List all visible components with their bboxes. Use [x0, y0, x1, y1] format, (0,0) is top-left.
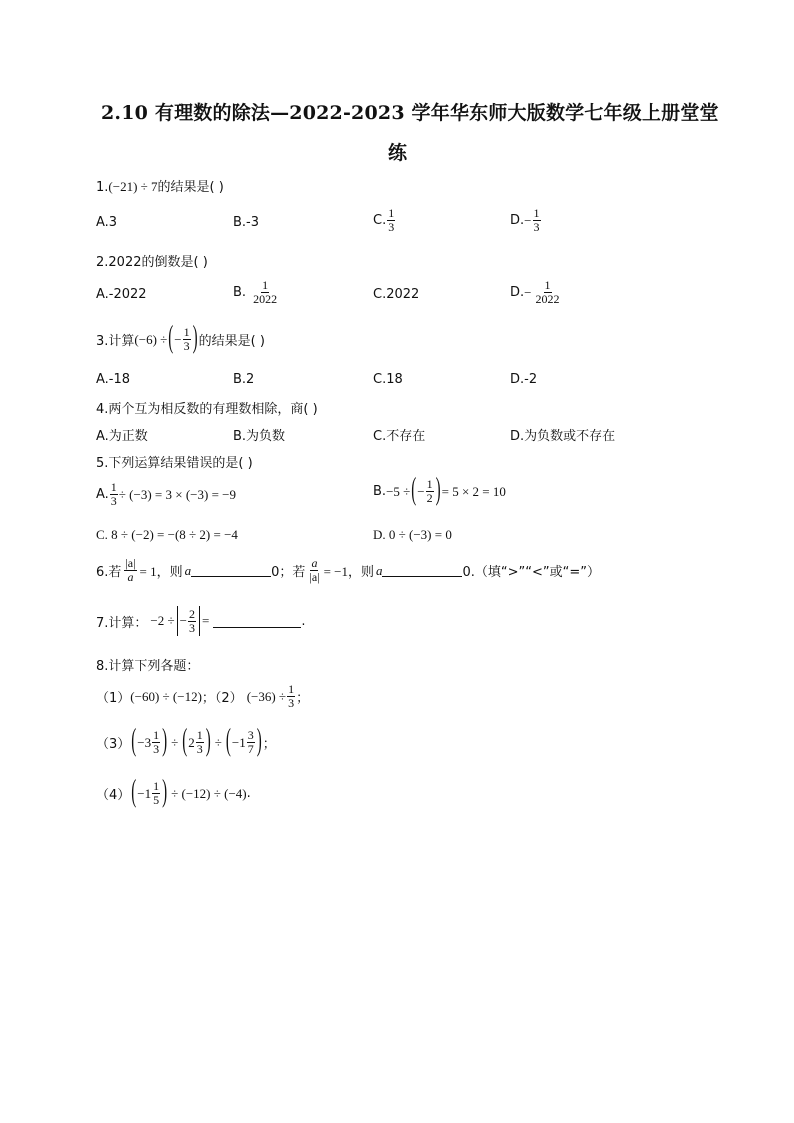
answer-blank[interactable] — [191, 564, 271, 577]
fraction: $\frac{|a|}{a}$ — [125, 556, 136, 584]
q2-option-c[interactable]: C.2022 — [373, 287, 420, 302]
q5-option-c[interactable]: C. 8 ÷ (−2) = −(8 ÷ 2) = −4 — [96, 527, 238, 542]
fraction: $\frac{1}{3}$ — [533, 206, 540, 234]
question-3-stem: 3.计算 (−6) ÷ ( − $\frac{1}{3}$ ) 的结果是( ) — [96, 321, 265, 356]
question-2-stem: 2.2022的倒数是( ) — [96, 255, 208, 270]
q2-option-b[interactable]: B. $\frac{1}{2022}$ — [233, 278, 278, 306]
q1-option-b[interactable]: B.-3 — [233, 215, 260, 230]
q1-option-c[interactable]: C. $\frac{1}{3}$ — [373, 206, 395, 234]
q4-option-a[interactable]: A.为正数 — [96, 429, 148, 444]
question-6: 6.若 $\frac{|a|}{a}$ = 1，则 a 0；若 $\frac{a}{|a|}$ = −1，则 a 0.（填“>”“<”或“=”） — [96, 556, 600, 584]
answer-blank[interactable] — [382, 564, 462, 577]
question-8-stem: 8.计算下列各题： — [96, 659, 200, 674]
fraction: $\frac{1}{3}$ — [288, 682, 295, 710]
q1-option-a[interactable]: A.3 — [96, 215, 118, 230]
fraction: $\frac{1}{3}$ — [110, 480, 117, 508]
q3-option-b[interactable]: B.2 — [233, 372, 255, 387]
q8-part-4: （4） ( −1 $\frac{1}{5}$ ) ÷ (−12) ÷ (−4) . — [96, 775, 251, 810]
fraction: $\frac{3}{7}$ — [247, 728, 254, 756]
q4-option-b[interactable]: B.为负数 — [233, 429, 286, 444]
q4-option-d[interactable]: D.为负数或不存在 — [510, 429, 616, 444]
q5-option-b[interactable]: B. −5 ÷ ( − $\frac{1}{2}$ ) = 5 × 2 = 10 — [373, 473, 506, 508]
fraction: $\frac{1}{2022}$ — [253, 278, 278, 306]
question-4-stem: 4.两个互为相反数的有理数相除，商( ) — [96, 402, 318, 417]
q2-option-d[interactable]: D. − $\frac{1}{2022}$ — [510, 278, 560, 306]
q2-option-a[interactable]: A.-2022 — [96, 287, 147, 302]
question-5-stem: 5.下列运算结果错误的是( ) — [96, 456, 253, 471]
q3-option-a[interactable]: A.-18 — [96, 372, 131, 387]
answer-blank[interactable] — [213, 615, 301, 628]
fraction: $\frac{1}{2022}$ — [535, 278, 560, 306]
fraction: $\frac{1}{3}$ — [388, 206, 395, 234]
fraction: $\frac{1}{5}$ — [153, 779, 160, 807]
q8-part-3: （3） ( −3 $\frac{1}{3}$ ) ÷ ( 2 $\frac{1}{3}$ ) ÷ ( −1 $\frac{3}{7}$ ) ； — [96, 724, 276, 759]
q5-option-d[interactable]: D. 0 ÷ (−3) = 0 — [373, 527, 452, 542]
page-title: 2.10 有理数的除法—2022-2023 学年华东师大版数学七年级上册堂堂 — [101, 102, 719, 124]
fraction: $\frac{1}{2}$ — [426, 477, 433, 505]
q1-option-d[interactable]: D. − $\frac{1}{3}$ — [510, 206, 540, 234]
question-1-stem: 1.(−21) ÷ 7的结果是( ) — [96, 179, 224, 195]
q5-option-a[interactable]: A. $\frac{1}{3}$ ÷ (−3) = 3 × (−3) = −9 — [96, 480, 236, 508]
q8-part-1-2: （1） (−60) ÷ (−12) ；（2） (−36) ÷ $\frac{1}{3}$ ； — [96, 682, 310, 710]
fraction: $\frac{1}{3}$ — [183, 325, 190, 353]
q3-option-c[interactable]: C.18 — [373, 372, 403, 387]
fraction: $\frac{1}{3}$ — [196, 728, 203, 756]
page-title-line2: 练 — [388, 142, 408, 164]
fraction: $\frac{2}{3}$ — [188, 606, 195, 635]
fraction: $\frac{1}{3}$ — [153, 728, 160, 756]
question-7: 7.计算： −2 ÷ − $\frac{2}{3}$ = . — [96, 606, 306, 635]
q4-option-c[interactable]: C.不存在 — [373, 429, 426, 444]
q3-option-d[interactable]: D.-2 — [510, 372, 538, 387]
fraction: $\frac{a}{|a|}$ — [309, 556, 320, 584]
